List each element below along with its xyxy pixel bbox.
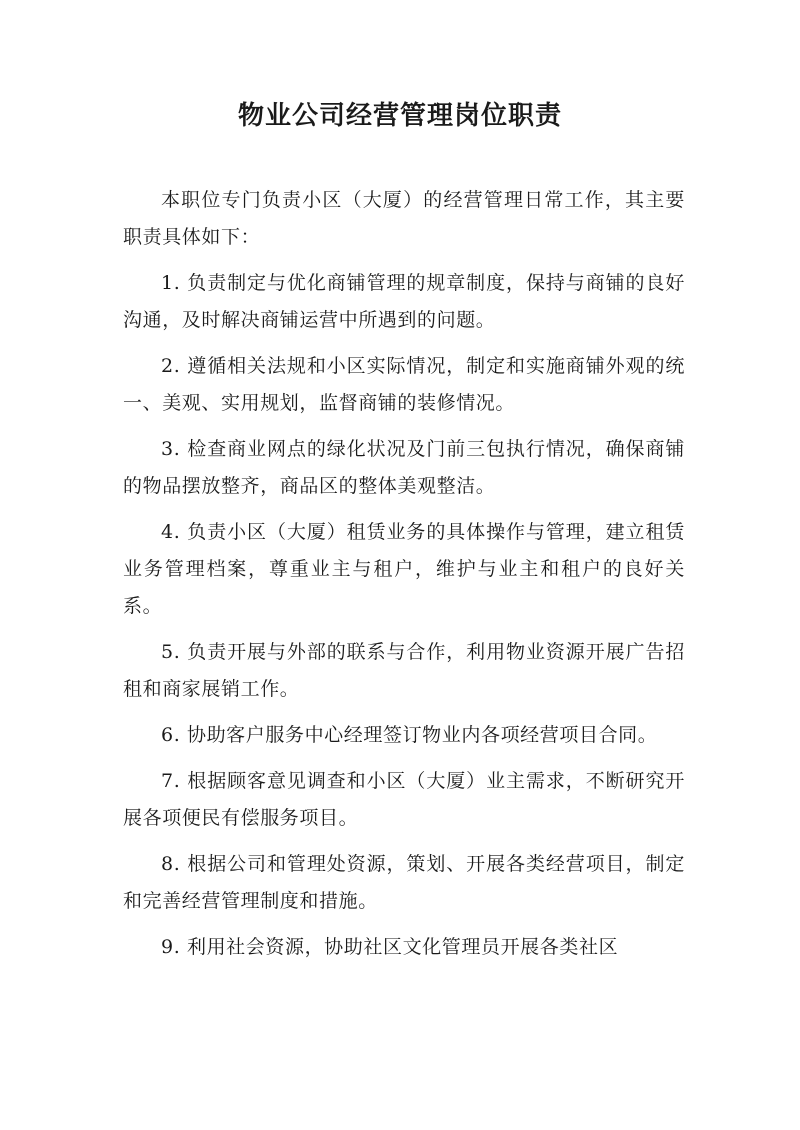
item-number: 7. [161, 770, 181, 792]
item-text: 负责制定与优化商铺管理的规章制度，保持与商铺的良好沟通，及时解决商铺运营中所遇到的问题。 [123, 272, 685, 331]
document-title: 物业公司经营管理岗位职责 [237, 101, 562, 131]
item-number: 8. [161, 853, 181, 875]
document-body [123, 182, 685, 975]
item-number: 4. [161, 521, 181, 543]
list-item [123, 265, 685, 339]
list-item [123, 348, 685, 422]
list-item [123, 846, 685, 920]
list-item [123, 634, 685, 708]
item-text: 负责开展与外部的联系与合作，利用物业资源开展广告招租和商家展销工作。 [123, 641, 685, 700]
item-text: 协助客户服务中心经理签订物业内各项经营项目合同。 [186, 724, 658, 746]
item-text: 负责小区（大厦）租赁业务的具体操作与管理，建立租赁业务管理档案，尊重业主与租户，维护与业主和租户的良好关系。 [123, 521, 685, 617]
item-text: 根据公司和管理处资源，策划、开展各类经营项目，制定和完善经营管理制度和措施。 [123, 853, 685, 912]
item-number: 9. [161, 936, 181, 958]
item-text: 遵循相关法规和小区实际情况，制定和实施商铺外观的统一、美观、实用规划，监督商铺的装修情况。 [123, 355, 685, 414]
list-item [123, 929, 685, 966]
item-number: 1. [161, 272, 181, 294]
item-number: 2. [161, 355, 181, 377]
item-text: 根据顾客意见调查和小区（大厦）业主需求，不断研究开展各项便民有偿服务项目。 [123, 770, 685, 829]
list-item [123, 763, 685, 837]
intro-paragraph: 本职位专门负责小区（大厦）的经营管理日常工作，其主要职责具体如下： [123, 189, 685, 248]
list-item [123, 431, 685, 505]
item-number: 5. [161, 641, 181, 663]
item-text: 利用社会资源，协助社区文化管理员开展各类社区 [186, 936, 619, 958]
item-number: 3. [161, 438, 181, 460]
item-text: 检查商业网点的绿化状况及门前三包执行情况，确保商铺的物品摆放整齐，商品区的整体美观整洁。 [123, 438, 685, 497]
item-number: 6. [161, 724, 181, 746]
list-item [123, 717, 685, 754]
list-item [123, 514, 685, 625]
